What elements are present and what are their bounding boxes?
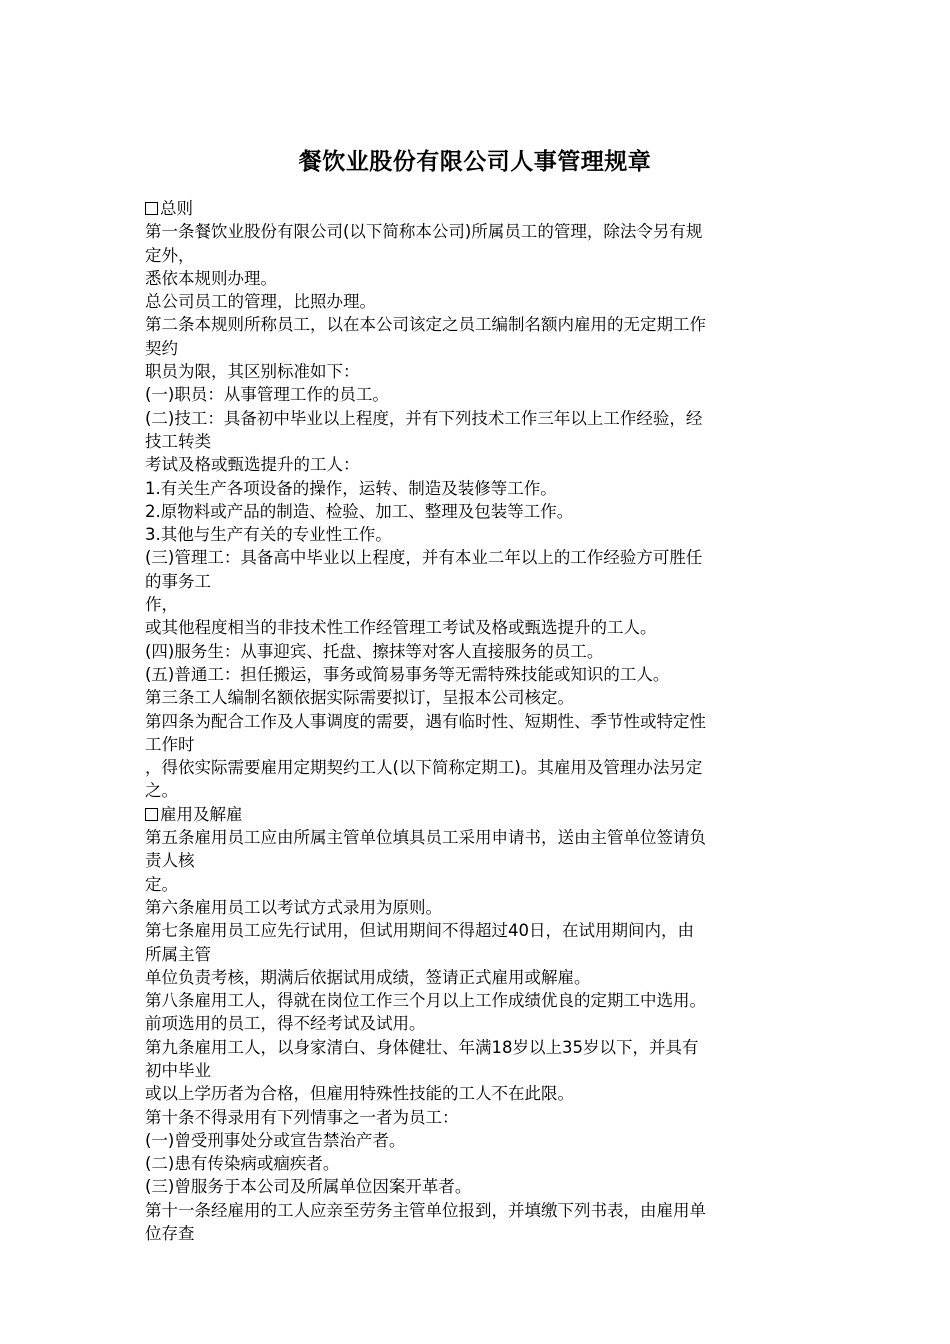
text-line	[145, 1036, 813, 1059]
text-line	[145, 1175, 813, 1198]
line-text: 定外，	[145, 245, 195, 265]
line-text: (四)服务生：从事迎宾、托盘、擦抹等对客人直接服务的员工。	[145, 641, 604, 661]
text-line	[145, 826, 813, 849]
line-text: 3.其他与生产有关的专业性工作。	[145, 525, 392, 545]
line-text: 契约	[145, 338, 178, 358]
line-text: (二)技工：具备初中毕业以上程度，并有下列技术工作三年以上工作经验，经	[145, 408, 703, 428]
text-line	[145, 523, 813, 546]
text-line	[145, 989, 813, 1012]
line-text: 总公司员工的管理，比照办理。	[145, 292, 376, 312]
line-text: 职员为限，其区别标准如下：	[145, 362, 360, 382]
text-line	[145, 1012, 813, 1035]
line-text: 或以上学历者为合格，但雇用特殊性技能的工人不在此限。	[145, 1084, 574, 1104]
text-line	[145, 407, 813, 430]
line-text: 工作时	[145, 734, 195, 754]
line-text: 单位负责考核，期满后依据试用成绩，签请正式雇用或解雇。	[145, 967, 591, 987]
line-text: 总则	[160, 199, 193, 218]
line-text: 第十条不得录用有下列情事之一者为员工：	[145, 1107, 459, 1127]
line-text: 第八条雇用工人，得就在岗位工作三个月以上工作成绩优良的定期工中选用。	[145, 991, 706, 1011]
text-line	[145, 313, 813, 336]
line-text: 之。	[145, 781, 178, 801]
line-text: 第三条工人编制名额依据实际需要拟订，呈报本公司核定。	[145, 688, 574, 708]
text-line	[145, 1129, 813, 1152]
text-line	[145, 966, 813, 989]
text-line	[145, 453, 813, 476]
line-text: (一)职员：从事管理工作的员工。	[145, 385, 389, 405]
text-line	[145, 943, 813, 966]
line-text: 第四条为配合工作及人事调度的需要，遇有临时性、短期性、季节性或特定性	[145, 711, 706, 731]
text-line	[145, 1059, 813, 1082]
checkbox-square-icon	[145, 808, 158, 821]
line-text: 1.有关生产各项设备的操作，运转、制造及装修等工作。	[145, 478, 557, 498]
text-line	[145, 616, 813, 639]
document-title: 餐饮业股份有限公司人事管理规章	[298, 149, 652, 175]
text-line	[145, 779, 813, 802]
text-line	[145, 290, 813, 313]
checkbox-square-icon	[145, 202, 158, 215]
text-line	[145, 710, 813, 733]
line-text: 责人核	[145, 851, 195, 871]
line-text: 2.原物料或产品的制造、检验、加工、整理及包装等工作。	[145, 501, 574, 521]
text-line	[145, 244, 813, 267]
text-line	[145, 733, 813, 756]
line-text: 第二条本规则所称员工，以在本公司该定之员工编制名额内雇用的无定期工作	[145, 315, 706, 335]
line-text: 第七条雇用员工应先行试用，但试用期间不得超过40日，在试用期间内，由	[145, 921, 694, 941]
line-text: 雇用及解雇	[160, 804, 243, 824]
text-line	[145, 919, 813, 942]
line-text: (三)曾服务于本公司及所属单位因案开革者。	[145, 1177, 472, 1197]
line-text: 的事务工	[145, 571, 211, 591]
text-line	[145, 1106, 813, 1129]
text-line	[145, 849, 813, 872]
text-line	[145, 546, 813, 569]
text-line	[145, 640, 813, 663]
line-text: 初中毕业	[145, 1060, 211, 1080]
text-line	[145, 1199, 813, 1222]
line-text: 第六条雇用员工以考试方式录用为原则。	[145, 897, 442, 917]
section-heading	[145, 197, 813, 220]
text-line	[145, 1152, 813, 1175]
text-line	[145, 267, 813, 290]
line-text: ，得依实际需要雇用定期契约工人(以下简称定期工)。其雇用及管理办法另定	[145, 758, 703, 778]
line-text: 第十一条经雇用的工人应亲至劳务主管单位报到，并填缴下列书表，由雇用单	[145, 1200, 706, 1220]
line-text: 悉依本规则办理。	[145, 268, 277, 288]
text-line	[145, 873, 813, 896]
text-line	[145, 686, 813, 709]
text-line	[145, 1082, 813, 1105]
text-line	[145, 756, 813, 779]
line-text: (二)患有传染病或痼疾者。	[145, 1154, 340, 1174]
line-text: 第五条雇用员工应由所属主管单位填具员工采用申请书，送由主管单位签请负	[145, 828, 706, 848]
line-text: 定。	[145, 874, 178, 894]
text-line	[145, 663, 813, 686]
text-line	[145, 896, 813, 919]
text-line	[145, 477, 813, 500]
text-line	[145, 383, 813, 406]
line-text: 考试及格或甄选提升的工人：	[145, 455, 360, 475]
text-line	[145, 360, 813, 383]
text-line	[145, 570, 813, 593]
line-text: 第一条餐饮业股份有限公司(以下简称本公司)所属员工的管理，除法令另有规	[145, 222, 703, 242]
line-text: 技工转类	[145, 431, 211, 451]
line-text: 前项选用的员工，得不经考试及试用。	[145, 1014, 426, 1034]
line-text: (三)管理工：具备高中毕业以上程度，并有本业二年以上的工作经验方可胜任	[145, 548, 703, 568]
document-body	[145, 197, 813, 1245]
text-line	[145, 1222, 813, 1245]
text-line	[145, 500, 813, 523]
line-text: 位存查	[145, 1224, 195, 1244]
line-text: 第九条雇用工人，以身家清白、身体健壮、年满18岁以上35岁以下，并具有	[145, 1037, 699, 1057]
line-text: (一)曾受刑事处分或宣告禁治产者。	[145, 1130, 406, 1150]
text-line	[145, 430, 813, 453]
line-text: 所属主管	[145, 944, 211, 964]
line-text: 作，	[145, 595, 178, 615]
text-line	[145, 593, 813, 616]
section-heading	[145, 803, 813, 826]
text-line	[145, 337, 813, 360]
line-text: 或其他程度相当的非技术性工作经管理工考试及格或甄选提升的工人。	[145, 618, 657, 638]
line-text: (五)普通工：担任搬运，事务或简易事务等无需特殊技能或知识的工人。	[145, 664, 670, 684]
text-line	[145, 220, 813, 243]
